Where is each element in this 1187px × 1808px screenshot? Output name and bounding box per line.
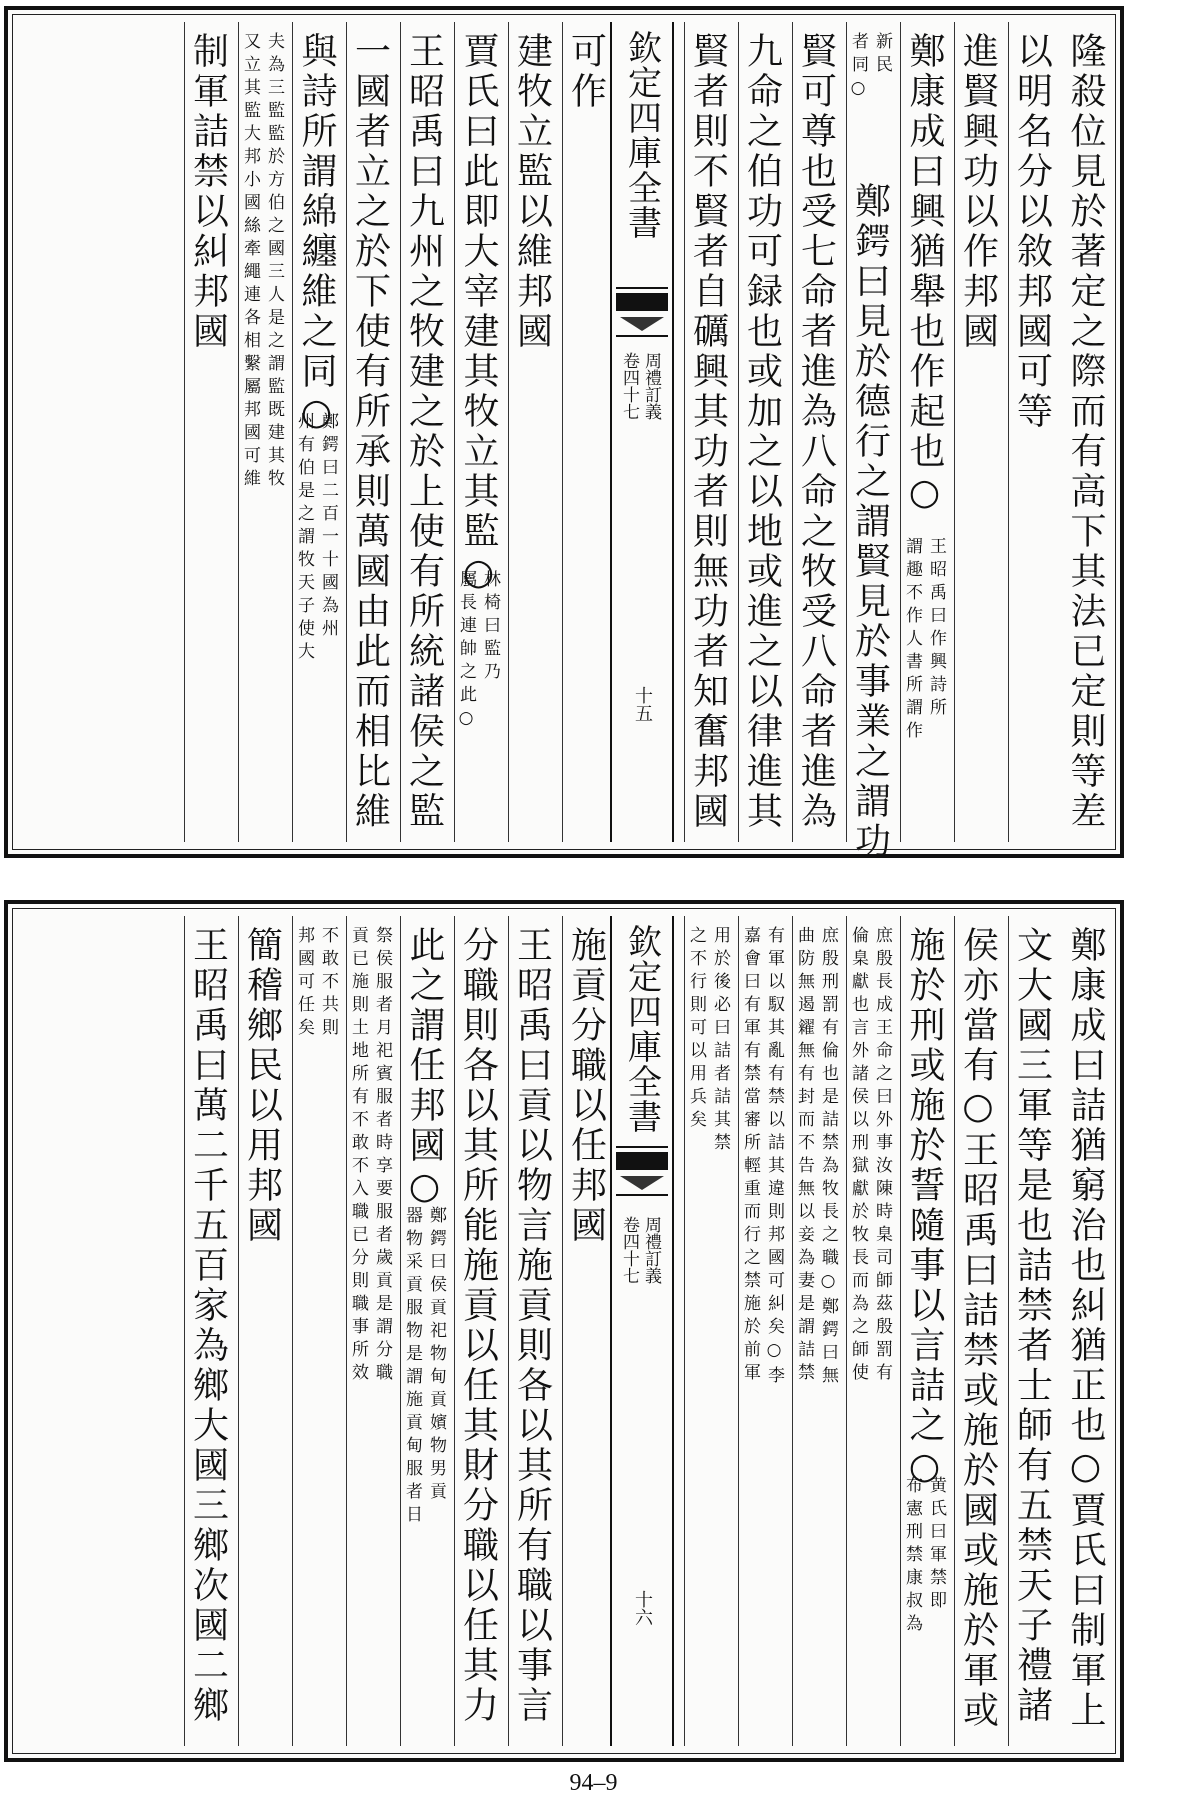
main-text: 以明名分以敘邦國可等 bbox=[1011, 32, 1053, 432]
commentary-left: 謂趣不作人書所謂作 bbox=[902, 537, 922, 744]
book-title: 欽定四庫全書 bbox=[621, 30, 662, 240]
commentary-left: 又立其監大邦小國絲牽繩連各相繫屬邦國可維 bbox=[240, 32, 260, 492]
commentary-left: 者同○ bbox=[848, 32, 868, 104]
text-column bbox=[400, 22, 446, 842]
text-column bbox=[1062, 916, 1108, 1746]
text-column bbox=[846, 22, 892, 862]
text-column bbox=[738, 22, 784, 842]
main-text: 鄭康成曰興猶舉也作起也○ bbox=[904, 32, 945, 517]
main-text: 王昭禹曰貢以物言施貢則各以其所有職以事言 bbox=[511, 926, 553, 1726]
text-column bbox=[684, 916, 730, 1746]
text-column bbox=[738, 916, 784, 1746]
commentary-left: 之不行則可以用兵矣 bbox=[686, 926, 706, 1133]
main-text: 施於刑或施於誓隨事以言詰之○ bbox=[904, 926, 945, 1491]
text-column bbox=[900, 22, 946, 842]
main-text: 賢可尊也受七命者進為八命之牧受八命者進為 bbox=[795, 32, 837, 832]
leaf-number: 十五 bbox=[632, 686, 653, 722]
center-fold bbox=[610, 22, 674, 842]
text-column bbox=[900, 916, 946, 1746]
main-text: 簡稽鄉民以用邦國 bbox=[241, 926, 283, 1246]
commentary-right: 新民 bbox=[872, 32, 892, 78]
text-column bbox=[238, 22, 284, 842]
text-column bbox=[1008, 916, 1054, 1746]
main-text: 建牧立監以維邦國 bbox=[511, 32, 553, 352]
volume-title: 周禮訂義 卷四十七 bbox=[619, 352, 661, 420]
main-text: 一國者立之於下使有所承則萬國由此而相比維 bbox=[349, 32, 391, 832]
page-label: 94–9 bbox=[569, 1770, 618, 1796]
upper-page-panel bbox=[4, 6, 1124, 862]
main-text: 施貢分職以任邦國 bbox=[565, 926, 607, 1246]
text-column bbox=[684, 22, 730, 842]
main-text: 九命之伯功可録也或加之以地或進之以律進其 bbox=[741, 32, 783, 832]
text-column bbox=[400, 916, 446, 1746]
center-fold bbox=[610, 916, 674, 1746]
commentary-right: 黄氏曰軍禁即 bbox=[926, 1476, 946, 1614]
commentary-right: 王昭禹曰作興詩所 bbox=[926, 537, 946, 721]
commentary-right: 不敢不共則 bbox=[318, 926, 338, 1041]
commentary-left: 州有伯是之謂牧天子使大 bbox=[294, 412, 314, 665]
commentary-left: 屬長連帥之此○ bbox=[456, 570, 476, 734]
text-column bbox=[184, 22, 230, 842]
commentary-right: 祭侯服者月祀賓服者時享要服者歲貢是謂分職 bbox=[372, 926, 392, 1386]
commentary-left: 布憲刑禁康叔為 bbox=[902, 1476, 922, 1637]
main-text: 與詩所謂綿纏維之同○ bbox=[296, 32, 337, 437]
main-text: 文大國三軍等是也詰禁者士師有五禁天子禮諸 bbox=[1011, 926, 1053, 1726]
text-column bbox=[954, 22, 1000, 842]
commentary-left: 倫臬獻也言外諸侯以刑獄獻於牧長而為之師使 bbox=[848, 926, 868, 1386]
commentary-right: 用於後必曰詰者詰其禁 bbox=[710, 926, 730, 1156]
text-column bbox=[508, 916, 554, 1746]
text-column bbox=[346, 22, 392, 842]
commentary-right: 庶殷長成王命之曰外事汝陳時臬司師茲殷罰有 bbox=[872, 926, 892, 1386]
commentary-left: 曲防無遏糴無有封而不告無以妾為妻是謂詰禁 bbox=[794, 926, 814, 1386]
main-text: 可作 bbox=[565, 32, 607, 112]
volume-title: 周禮訂義 卷四十七 bbox=[619, 1216, 661, 1284]
leaf-number: 十六 bbox=[632, 1590, 653, 1626]
text-column bbox=[1062, 22, 1108, 842]
main-text: 隆殺位見於著定之際而有高下其法已定則等差 bbox=[1065, 32, 1106, 832]
text-column bbox=[792, 916, 838, 1746]
main-text: 制軍詰禁以糾邦國 bbox=[187, 32, 229, 352]
lower-page-panel bbox=[4, 900, 1124, 1762]
main-text: 王昭禹曰九州之牧建之於上使有所統諸侯之監 bbox=[403, 32, 445, 832]
commentary-left: 貢已施則土地所有不敢不入職已分則職事所效 bbox=[348, 926, 368, 1386]
fishtail-mark bbox=[616, 1146, 668, 1196]
main-text: 賈氏曰此即大宰建其牧立其監○ bbox=[458, 32, 499, 597]
commentary-right: 林椅曰監乃 bbox=[480, 570, 500, 685]
text-column bbox=[562, 916, 608, 1746]
text-column bbox=[954, 916, 1000, 1746]
text-column bbox=[346, 916, 392, 1746]
commentary-right: 鄭鍔曰侯貢祀物甸貢嬪物男貢 bbox=[426, 1206, 446, 1505]
main-text: 鄭鍔曰見於德行之謂賢見於事業之謂功 bbox=[849, 182, 891, 862]
main-text: 分職則各以其所能施貢以任其財分職以任其力 bbox=[457, 926, 499, 1726]
commentary-right: 庶殷刑罰有倫也是詰禁為牧長之職○鄭鍔曰無 bbox=[818, 926, 838, 1389]
text-column bbox=[792, 22, 838, 842]
text-column bbox=[1008, 22, 1054, 842]
main-text: 此之謂任邦國○ bbox=[404, 926, 445, 1211]
book-title: 欽定四庫全書 bbox=[621, 924, 662, 1134]
text-column bbox=[846, 916, 892, 1746]
text-column bbox=[454, 22, 500, 842]
commentary-right: 有軍以馭其亂有禁以詰其違則邦國可糾矣○李 bbox=[764, 926, 784, 1389]
commentary-left: 器物采貢服物是謂施貢甸服者日 bbox=[402, 1206, 422, 1528]
main-text: 侯亦當有○王昭禹曰詰禁或施於國或施於軍或 bbox=[957, 926, 999, 1731]
main-text: 王昭禹曰萬二千五百家為鄉大國三鄉次國二鄉 bbox=[187, 926, 229, 1726]
commentary-left: 邦國可任矣 bbox=[294, 926, 314, 1041]
main-text: 鄭康成曰詰猶窮治也糾猶正也○賈氏曰制軍上 bbox=[1065, 926, 1106, 1731]
text-column bbox=[292, 22, 338, 842]
main-text: 賢者則不賢者自礪興其功者則無功者知奮邦國 bbox=[687, 32, 729, 832]
text-column bbox=[508, 22, 554, 842]
commentary-left: 嘉會曰有軍有禁當審所輕重而行之禁施於前軍 bbox=[740, 926, 760, 1386]
text-column bbox=[562, 22, 608, 842]
main-text: 進賢興功以作邦國 bbox=[957, 32, 999, 352]
text-column bbox=[454, 916, 500, 1746]
text-column bbox=[238, 916, 284, 1746]
fishtail-mark bbox=[616, 287, 668, 337]
commentary-right: 鄭鍔曰二百一十國為州 bbox=[318, 412, 338, 642]
text-column bbox=[184, 916, 230, 1746]
commentary-right: 夫為三監監於方伯之國三人是之謂監既建其牧 bbox=[264, 32, 284, 492]
text-column bbox=[292, 916, 338, 1746]
